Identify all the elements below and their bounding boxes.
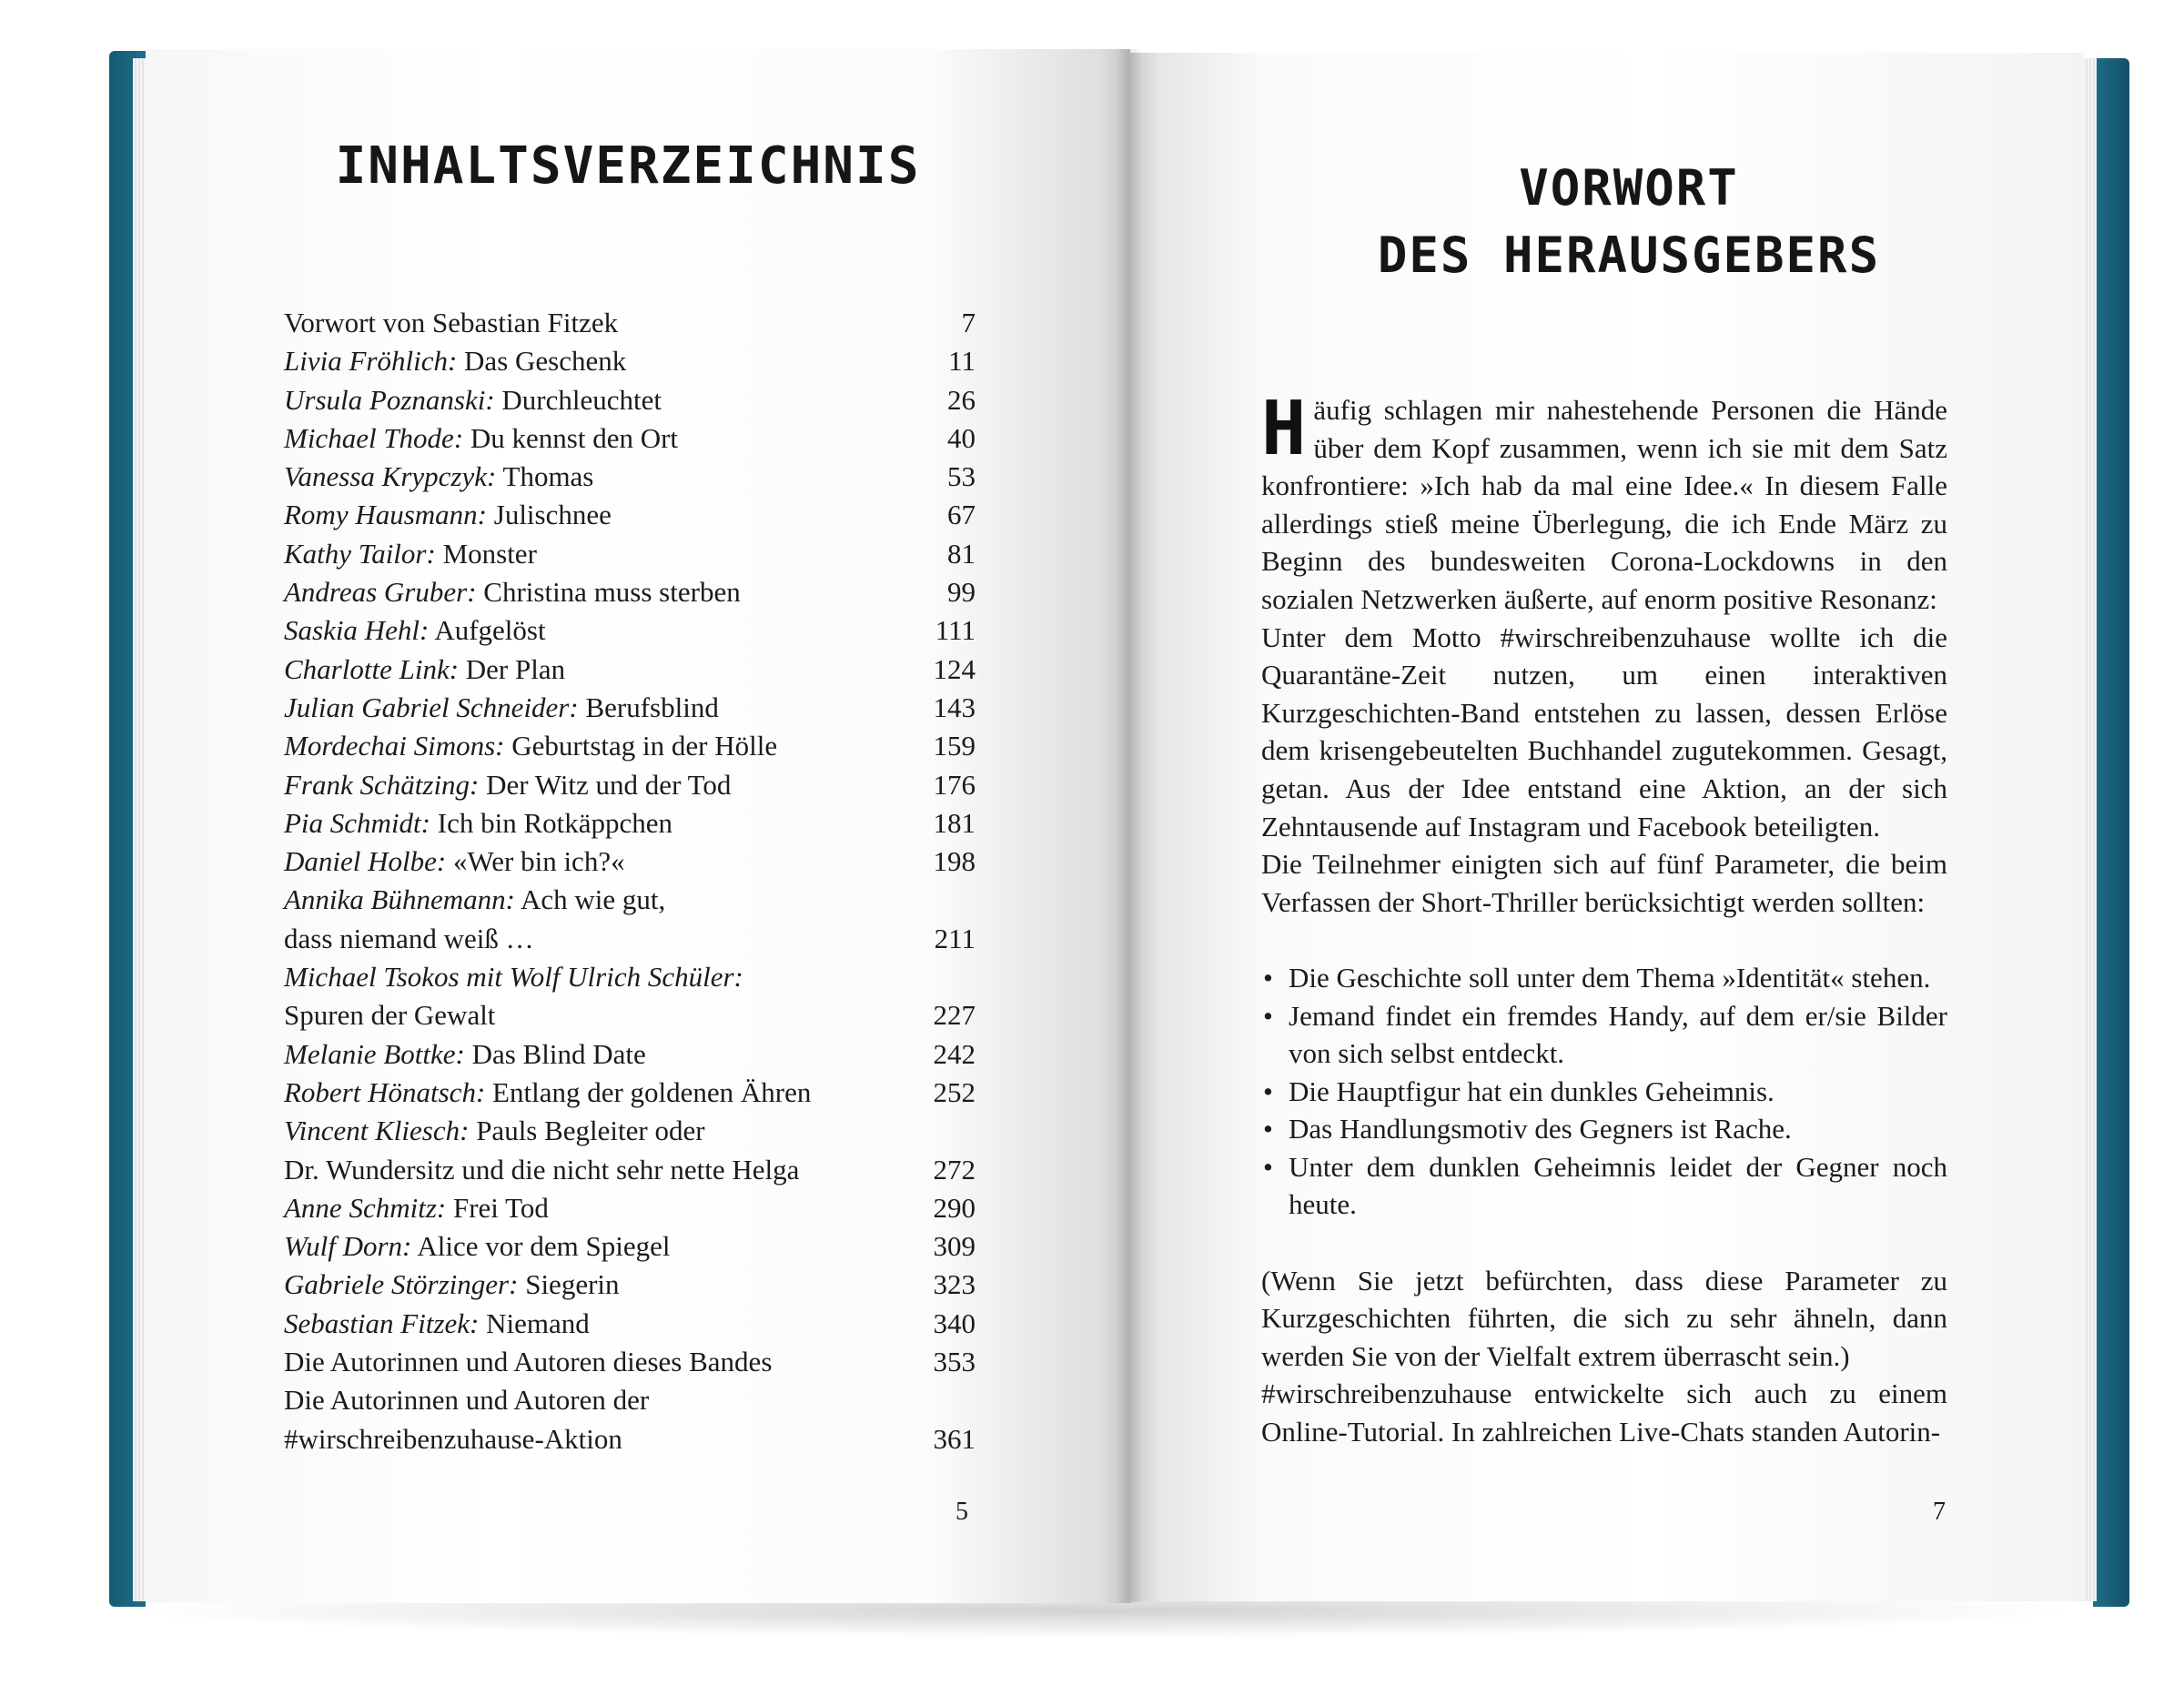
toc-entry-author: Kathy Tailor:	[284, 537, 436, 570]
toc-entry-title: Das Geschenk	[457, 345, 627, 378]
toc-entry-title: Der Plan	[459, 652, 566, 685]
toc-entry-author: Romy Hausmann:	[284, 499, 487, 531]
toc-entry-text	[284, 1227, 903, 1266]
toc-entry-page: 143	[933, 691, 976, 723]
toc-entry-text	[284, 1112, 976, 1150]
toc-entry-page: 353	[933, 1346, 976, 1378]
toc-entry-title: Das Blind Date	[464, 1037, 646, 1070]
toc-entry-title: Alice vor dem Spiegel	[411, 1230, 671, 1263]
toc-entry-title-continued: Dr. Wundersitz und die nicht sehr nette Helga	[284, 1153, 800, 1186]
toc-entry-author: Livia Fröhlich:	[284, 345, 458, 378]
toc-entry-page: 181	[933, 806, 976, 839]
toc-entry-text	[284, 381, 903, 419]
toc-entry-text	[284, 419, 903, 458]
toc-entry-text	[284, 1074, 903, 1112]
toc-entry-text	[284, 766, 903, 804]
toc-entry-title: Die Autorinnen und Autoren der	[284, 1384, 650, 1417]
toc-entry	[284, 458, 976, 496]
toc-entry-author: Robert Hönatsch:	[284, 1075, 486, 1108]
toc-entry-page: 252	[933, 1075, 976, 1108]
toc-entry-page: 227	[933, 999, 976, 1032]
parameter-list-item: • Die Hauptfigur hat ein dunkles Geheimnis.	[1261, 1073, 1947, 1111]
toc-entry-author: Melanie Bottke:	[284, 1037, 465, 1070]
foreword-heading	[1228, 155, 2029, 289]
paragraph-5: #wirschreibenzuhause entwickelte sich auch zu einem Online-Tutorial. In zahlreichen Live-Chats standen Autorin-	[1261, 1377, 1947, 1448]
toc-entry-page: 361	[933, 1422, 976, 1455]
toc-entry	[284, 1189, 976, 1227]
parameter-list-item: • Die Geschichte soll unter dem Thema »Identität« stehen.	[1261, 959, 1947, 997]
toc-entry	[284, 651, 976, 689]
toc-entry	[284, 1074, 976, 1112]
toc-entry	[284, 727, 976, 765]
toc-entry-title: Durchleuchtet	[494, 383, 662, 416]
paragraph-1-text: äufig schlagen mir nahestehende Personen die Hände über dem Kopf zusammen, wenn ich sie mit dem Satz konfrontiere: »Ich hab da mal eine Idee.« In diesem Falle allerdings stieß meine Überlegung, die ich Ende März zu Beginn des bundesweiten Corona-Lockdowns in den sozialen Netzwerken äußerte, auf enorm positive Resonanz:	[1261, 394, 1947, 615]
toc-entry-page: 211	[934, 922, 976, 954]
toc-entry	[284, 689, 976, 727]
spacer	[1261, 921, 1947, 959]
toc-entry-author: Sebastian Fitzek:	[284, 1307, 480, 1339]
toc-entry-author: Wulf Dorn:	[284, 1230, 412, 1263]
toc-entry-title: Monster	[435, 537, 537, 570]
toc-entry-continuation	[284, 920, 976, 958]
toc-entry-continuation	[284, 996, 976, 1034]
toc-entry-author: Vanessa Krypczyk:	[284, 460, 497, 493]
parameter-list	[1261, 959, 1947, 1224]
toc-entry-page: 272	[933, 1153, 976, 1186]
toc-entry	[284, 573, 976, 611]
paragraph-1	[1261, 386, 1947, 619]
toc-entry-text	[284, 881, 976, 919]
toc-entry-author: Vincent Kliesch:	[284, 1115, 470, 1147]
toc-entry-text	[284, 342, 903, 380]
toc-entry-text	[284, 304, 903, 342]
toc-entry-text	[284, 958, 976, 996]
toc-entry-author: Julian Gabriel Schneider:	[284, 691, 579, 723]
foreword-heading-line-2: DES HERAUSGEBERS	[1377, 227, 1881, 284]
toc-entry	[284, 804, 976, 842]
toc-entry-text	[284, 458, 903, 496]
toc-entry-title: Thomas	[496, 460, 594, 493]
toc-entry-text	[284, 804, 903, 842]
foreword-text	[1261, 386, 1947, 1451]
toc-entry	[284, 1381, 976, 1419]
toc-entry-text	[284, 651, 903, 689]
toc-entry-author: Charlotte Link:	[284, 652, 460, 685]
toc-entry	[284, 342, 976, 380]
toc-entry-title: Pauls Begleiter oder	[469, 1115, 705, 1147]
toc-entry-title: Frei Tod	[446, 1191, 549, 1224]
toc-entry-text	[284, 842, 903, 881]
paragraph-2: Unter dem Motto #wirschreibenzuhause wollte ich die Quarantäne-Zeit nutzen, um einen interaktiven Kurzgeschichten-Band entstehen zu lassen, dessen Erlöse dem krisengebeutelten Buchhandel zugutekommen. Gesagt, getan. Aus der Idee entstand eine Aktion, an der sich Zehntausende auf Instagram und Facebook beteiligten.	[1261, 621, 1947, 842]
toc-entry-author: Ursula Poznanski:	[284, 383, 495, 416]
toc-entry-title: Du kennst den Ort	[463, 421, 679, 454]
toc-entry-author: Anne Schmitz:	[284, 1191, 447, 1224]
toc-entry	[284, 496, 976, 534]
toc-entry	[284, 958, 976, 996]
toc-entry-page: 290	[933, 1191, 976, 1224]
toc-entry-title: Siegerin	[518, 1268, 620, 1301]
toc-entry-text	[284, 573, 903, 611]
page-number-right: 7	[1933, 1498, 1946, 1526]
toc-entry	[284, 766, 976, 804]
drop-cap: H	[1261, 386, 1307, 472]
toc-entry	[284, 1266, 976, 1304]
toc-entry-page: 340	[933, 1307, 976, 1339]
toc-entry-title-continued: #wirschreibenzuhause-Aktion	[284, 1422, 622, 1455]
toc-entry-continuation	[284, 1151, 976, 1189]
toc-entry-page: 11	[948, 345, 976, 378]
toc-entry-text	[284, 1035, 903, 1074]
toc-entry-page: 198	[933, 845, 976, 878]
toc-entry-page: 99	[947, 576, 976, 609]
toc-entry-title: «Wer bin ich?«	[446, 845, 625, 878]
toc-entry-page: 111	[935, 614, 976, 647]
toc-entry-text	[284, 1189, 903, 1227]
toc-entry-title: Aufgelöst	[429, 614, 546, 647]
toc-entry-title: Niemand	[479, 1307, 590, 1339]
toc-entry	[284, 381, 976, 419]
toc-entry-page: 40	[947, 421, 976, 454]
toc-entry-author: Michael Tsokos mit Wolf Ulrich Schüler:	[284, 961, 743, 994]
toc-entry-title: Julischnee	[487, 499, 612, 531]
toc-entry-title: Berufsblind	[578, 691, 719, 723]
book-cover-right	[2093, 58, 2129, 1607]
parameter-list-item: • Jemand findet ein fremdes Handy, auf dem er/sie Bilder von sich selbst entdeckt.	[1261, 997, 1947, 1073]
toc-entry-text	[284, 1266, 903, 1304]
page-number-left: 5	[956, 1498, 968, 1526]
toc-entry-title-continued: Spuren der Gewalt	[284, 999, 496, 1032]
toc-entry-text	[284, 727, 903, 765]
toc-entry-author: Saskia Hehl:	[284, 614, 430, 647]
toc-entry-page: 81	[947, 537, 976, 570]
parameter-list-item: • Das Handlungsmotiv des Gegners ist Rache.	[1261, 1110, 1947, 1148]
toc-entry-page: 124	[933, 652, 976, 685]
toc-entry-author: Frank Schätzing:	[284, 768, 480, 801]
table-of-contents	[284, 304, 976, 1458]
toc-entry-author: Mordechai Simons:	[284, 730, 505, 762]
toc-entry-text	[284, 689, 903, 727]
toc-entry-page: 67	[947, 499, 976, 531]
toc-entry	[284, 419, 976, 458]
toc-entry-page: 309	[933, 1230, 976, 1263]
toc-entry-page: 7	[961, 307, 976, 338]
spacer	[1261, 1224, 1947, 1262]
paragraph-3: Die Teilnehmer einigten sich auf fünf Parameter, die beim Verfassen der Short-Thriller berücksichtigt werden sollten:	[1261, 848, 1947, 918]
toc-entry-page: 53	[947, 460, 976, 493]
toc-entry-page: 323	[933, 1268, 976, 1301]
toc-entry-text	[284, 1305, 903, 1343]
toc-entry	[284, 611, 976, 650]
toc-entry-title: Die Autorinnen und Autoren dieses Bandes	[284, 1346, 773, 1378]
toc-entry-author: Michael Thode:	[284, 421, 464, 454]
toc-entry-title: Ich bin Rotkäppchen	[430, 806, 673, 839]
toc-entry	[284, 1305, 976, 1343]
toc-entry-title: Entlang der goldenen Ähren	[485, 1075, 812, 1108]
toc-entry	[284, 1227, 976, 1266]
toc-entry-page: 176	[933, 768, 976, 801]
parameter-list-item: • Unter dem dunklen Geheimnis leidet der Gegner noch heute.	[1261, 1148, 1947, 1224]
toc-entry-page: 159	[933, 730, 976, 762]
toc-entry-continuation	[284, 1420, 976, 1458]
toc-entry	[284, 842, 976, 881]
toc-entry-author: Gabriele Störzinger:	[284, 1268, 519, 1301]
toc-entry	[284, 881, 976, 919]
toc-entry	[284, 304, 976, 342]
paragraph-4: (Wenn Sie jetzt befürchten, dass diese Parameter zu Kurzgeschichten führten, die sich zu sehr ähneln, dann werden Sie von der Vielfalt extrem überrascht sein.)	[1261, 1264, 1947, 1372]
toc-heading: INHALTSVERZEICHNIS	[335, 136, 921, 196]
toc-entry-text	[284, 611, 903, 650]
toc-entry-text	[284, 1381, 976, 1419]
toc-entry-author: Andreas Gruber:	[284, 576, 477, 609]
toc-entry	[284, 1343, 976, 1381]
toc-entry-title: Geburtstag in der Hölle	[504, 730, 778, 762]
toc-entry-page: 242	[933, 1037, 976, 1070]
toc-entry	[284, 535, 976, 573]
toc-entry-title: Vorwort von Sebastian Fitzek	[284, 307, 619, 338]
toc-entry-text	[284, 496, 903, 534]
toc-entry-author: Pia Schmidt:	[284, 806, 430, 839]
toc-entry-title: Ach wie gut,	[514, 883, 666, 916]
toc-entry-author: Daniel Holbe:	[284, 845, 447, 878]
toc-entry-author: Annika Bühnemann:	[284, 883, 515, 916]
toc-entry-text	[284, 1343, 903, 1381]
toc-entry-title: Christina muss sterben	[476, 576, 741, 609]
toc-entry	[284, 1112, 976, 1150]
foreword-heading-line-1: VORWORT	[1519, 159, 1739, 217]
toc-entry-page: 26	[947, 383, 976, 416]
toc-entry-title: Der Witz und der Tod	[479, 768, 732, 801]
toc-entry	[284, 1035, 976, 1074]
toc-entry-title-continued: dass niemand weiß …	[284, 922, 534, 954]
toc-entry-text	[284, 535, 903, 573]
book-gutter	[1116, 49, 1143, 1603]
